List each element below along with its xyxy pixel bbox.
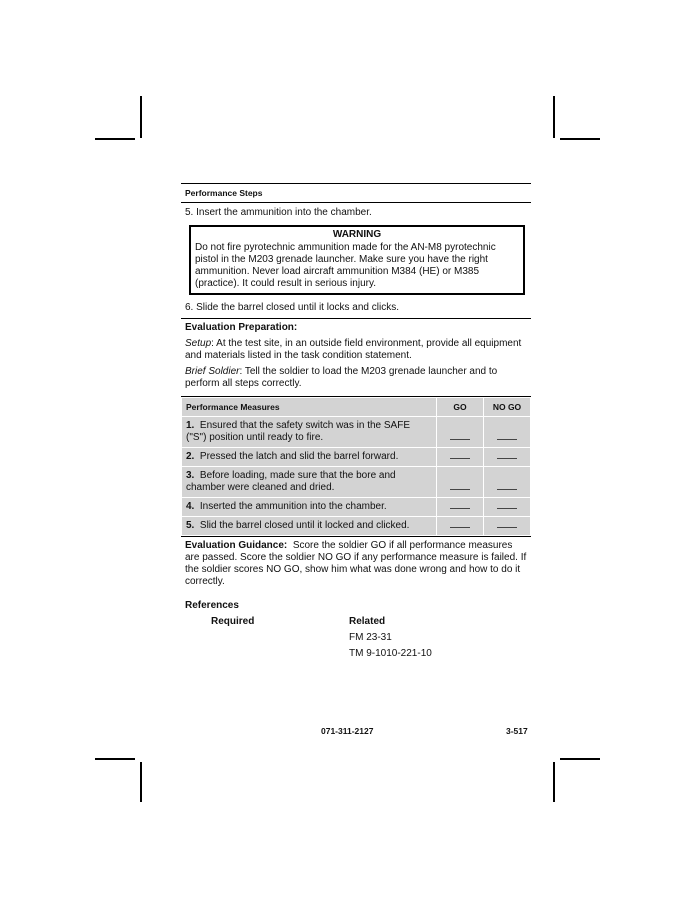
measure-text: Inserted the ammunition into the chamber. (199, 501, 387, 512)
related-column (349, 616, 432, 664)
crop-mark (560, 758, 600, 760)
go-check-blank[interactable] (437, 467, 484, 498)
warning-title: WARNING (332, 229, 382, 240)
go-check-blank[interactable] (437, 498, 484, 517)
table-row (182, 448, 531, 467)
evaluation-preparation-title: Evaluation Preparation: (185, 322, 298, 333)
go-check-blank[interactable] (437, 448, 484, 467)
evaluation-guidance-text: Score the soldier GO if all performance measures are passed. Score the soldier NO GO if any performance measure is failed. If the soldier scores NO GO, show him what was done wrong and how to do it correctly. (185, 540, 527, 587)
table-header-row (182, 398, 531, 417)
crop-mark (553, 96, 555, 138)
setup-text: : At the test site, in an outside field environment, provide all equipment and materials listed in the task condition statement. (185, 338, 522, 361)
page-number: 3-517 (506, 726, 528, 736)
performance-steps-header: Performance Steps (181, 184, 531, 203)
measure-number: 1. (186, 420, 195, 431)
related-reference: TM 9-1010-221-10 (349, 648, 432, 659)
measure-cell (182, 467, 437, 498)
related-reference: FM 23-31 (349, 632, 392, 643)
brief-soldier-text: : Tell the soldier to load the M203 grenade launcher and to perform all steps correctly. (185, 366, 498, 389)
warning-box (189, 225, 525, 295)
measure-text: Slid the barrel closed until it locked and clicked. (199, 520, 410, 531)
no-go-header: NO GO (484, 398, 531, 417)
setup-label: Setup (185, 338, 212, 349)
crop-mark (553, 762, 555, 802)
no-go-check-blank[interactable] (484, 448, 531, 467)
setup-paragraph (181, 338, 531, 362)
measure-number: 4. (186, 501, 195, 512)
references-section (181, 600, 531, 676)
step-6: 6. Slide the barrel closed until it locks and clicks. (185, 302, 399, 313)
task-content (181, 183, 531, 676)
no-go-check-blank[interactable] (484, 417, 531, 448)
measure-text: Ensured that the safety switch was in the SAFE ("S") position until ready to fire. (186, 420, 411, 443)
table-row (182, 417, 531, 448)
performance-measures-table (181, 397, 531, 536)
related-label: Related (349, 616, 386, 627)
measure-number: 5. (186, 520, 195, 531)
measure-number: 3. (186, 470, 195, 481)
crop-mark (140, 96, 142, 138)
measure-cell (182, 448, 437, 467)
warning-text: Do not fire pyrotechnic ammunition made for the AN-M8 pyrotechnic pistol in the M203 grenade launcher. Make sure you have the right ammunition. Never load aircraft ammunition M384 (HE) or M385 (practice). It could result in serious injury. (195, 242, 496, 289)
crop-mark (95, 138, 135, 140)
evaluation-guidance (181, 540, 531, 588)
measure-text: Pressed the latch and slid the barrel forward. (199, 451, 399, 462)
table-row (182, 498, 531, 517)
measure-cell (182, 417, 437, 448)
references-columns (185, 616, 527, 676)
evaluation-guidance-label: Evaluation Guidance: (185, 540, 288, 551)
go-check-blank[interactable] (437, 517, 484, 536)
performance-measures-header: Performance Measures (182, 398, 437, 417)
section-divider (181, 318, 531, 319)
no-go-check-blank[interactable] (484, 498, 531, 517)
task-number: 071-311-2127 (321, 726, 374, 736)
go-check-blank[interactable] (437, 417, 484, 448)
no-go-check-blank[interactable] (484, 467, 531, 498)
crop-mark (560, 138, 600, 140)
required-label: Required (211, 616, 255, 627)
references-title: References (185, 600, 239, 611)
table-row (182, 467, 531, 498)
no-go-check-blank[interactable] (484, 517, 531, 536)
brief-soldier-paragraph (181, 366, 531, 390)
crop-mark (140, 762, 142, 802)
measure-cell (182, 517, 437, 536)
measure-number: 2. (186, 451, 195, 462)
crop-mark (95, 758, 135, 760)
table-row (182, 517, 531, 536)
go-header: GO (437, 398, 484, 417)
step-5: 5. Insert the ammunition into the chamber. (185, 207, 372, 218)
performance-measures-table-wrap (181, 396, 531, 537)
measure-text: Before loading, made sure that the bore and chamber were cleaned and dried. (186, 470, 396, 493)
brief-soldier-label: Brief Soldier (185, 366, 240, 377)
measure-cell (182, 498, 437, 517)
